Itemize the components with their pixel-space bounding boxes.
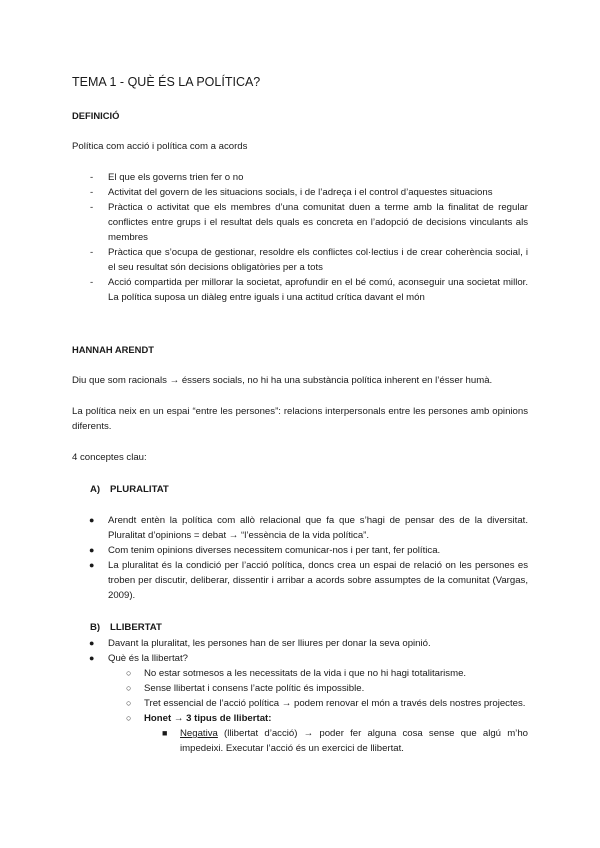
- llibertat-list: [72, 636, 528, 756]
- circle-bullet-icon: ○: [126, 683, 132, 693]
- honet-sublist: [144, 726, 528, 756]
- list-item: [72, 651, 528, 756]
- heading-arendt: HANNAH ARENDT: [72, 344, 154, 355]
- section-pluralitat-heading: [90, 482, 169, 497]
- list-item-text: Què és la llibertat?: [108, 653, 188, 664]
- arendt-paragraph-3: 4 conceptes clau:: [72, 452, 147, 463]
- list-item: [72, 513, 528, 543]
- llibertat-sublist: [108, 666, 528, 756]
- list-item-text: Com tenim opinions diverses necessitem comunicar-nos i per tant, fer política.: [108, 545, 441, 556]
- definicio-list: [72, 170, 528, 305]
- definicio-intro: Política com acció i política com a acords: [72, 141, 248, 152]
- list-item: [144, 726, 528, 756]
- list-item: - El que els governs trien fer o no: [72, 170, 528, 185]
- list-item: [72, 558, 528, 603]
- bullet-icon: ●: [89, 515, 95, 525]
- list-item-text: Davant la pluralitat, les persones han de ser lliures per donar la seva opinió.: [108, 638, 431, 649]
- pluralitat-list: [72, 513, 528, 603]
- section-title: LLIBERTAT: [110, 622, 162, 633]
- list-item: [108, 711, 528, 756]
- circle-bullet-icon: ○: [126, 698, 132, 708]
- list-item-text: Sense llibertat i consens l’acte polític és impossible.: [144, 683, 365, 694]
- list-item: - Pràctica que s’ocupa de gestionar, resoldre els conflictes col·lectius i de crear coherència social, i el seu resultat són decisions obligatòries per a tots: [72, 245, 528, 275]
- section-letter: B): [90, 622, 101, 633]
- square-bullet-icon: ■: [162, 728, 168, 738]
- list-item: - Pràctica o activitat que els membres d’una comunitat duen a terme amb la finalitat de regular conflictes entre grups i el resultat dels quals es concreta en l’adopció de decisions vinculants als membres: [72, 200, 528, 245]
- circle-bullet-icon: ○: [126, 713, 132, 723]
- arendt-paragraph-2: La política neix en un espai “entre les persones”: relacions interpersonals entre les persones amb opinions diferents.: [72, 406, 528, 432]
- bullet-icon: ●: [89, 638, 95, 648]
- section-letter: A): [90, 484, 101, 495]
- list-item: - Acció compartida per millorar la societat, aprofundir en el bé comú, aconseguir una societat millor. La política suposa un diàleg entre iguals i una actitud crítica davant el món: [72, 275, 528, 305]
- arendt-paragraph-1: Diu que som racionals → éssers socials, no hi ha una substància política inherent en l’ésser humà.: [72, 375, 493, 386]
- list-item: [108, 666, 528, 681]
- list-item: - Activitat del govern de les situacions socials, i de l’adreça i el control d’aquestes situacions: [72, 185, 528, 200]
- section-title: PLURALITAT: [110, 484, 169, 495]
- list-item-text: No estar sotmesos a les necessitats de la vida i que no hi hagi totalitarisme.: [144, 668, 467, 679]
- negativa-text: (llibertat d’acció) → poder fer alguna cosa sense que algú m’ho impedeixi. Executar l’acció és un exercici de llibertat.: [180, 728, 528, 754]
- list-item: [72, 636, 528, 651]
- bullet-icon: ●: [89, 545, 95, 555]
- list-item-text: Tret essencial de l’acció política → podem renovar el món a través dels nostres projectes.: [144, 698, 526, 709]
- bullet-icon: ●: [89, 653, 95, 663]
- list-item: [108, 696, 528, 711]
- list-item: [108, 681, 528, 696]
- honet-label: Honet: [144, 713, 172, 724]
- list-item: [72, 543, 528, 558]
- negativa-label: Negativa: [180, 728, 218, 739]
- page-title: TEMA 1 - QUÈ ÉS LA POLÍTICA?: [72, 75, 261, 89]
- honet-text: 3 tipus de llibertat:: [186, 713, 272, 724]
- bullet-icon: ●: [89, 560, 95, 570]
- list-item-text: Arendt entèn la política com allò relacional que fa que s’hagi de pensar des de la diversitat. Pluralitat d’opinions = debat → “l’essència de la vida política”.: [108, 515, 528, 541]
- heading-definicio: DEFINICIÓ: [72, 110, 120, 121]
- list-item-text: La pluralitat és la condició per l’acció política, doncs crea un espai de relació on les persones es troben per discutir, deliberar, dissentir i arribar a acords sobre assumptes de la comunitat (Vargas, 2009).: [108, 560, 528, 601]
- section-llibertat-heading: [90, 620, 162, 635]
- circle-bullet-icon: ○: [126, 668, 132, 678]
- arrow: →: [171, 713, 187, 724]
